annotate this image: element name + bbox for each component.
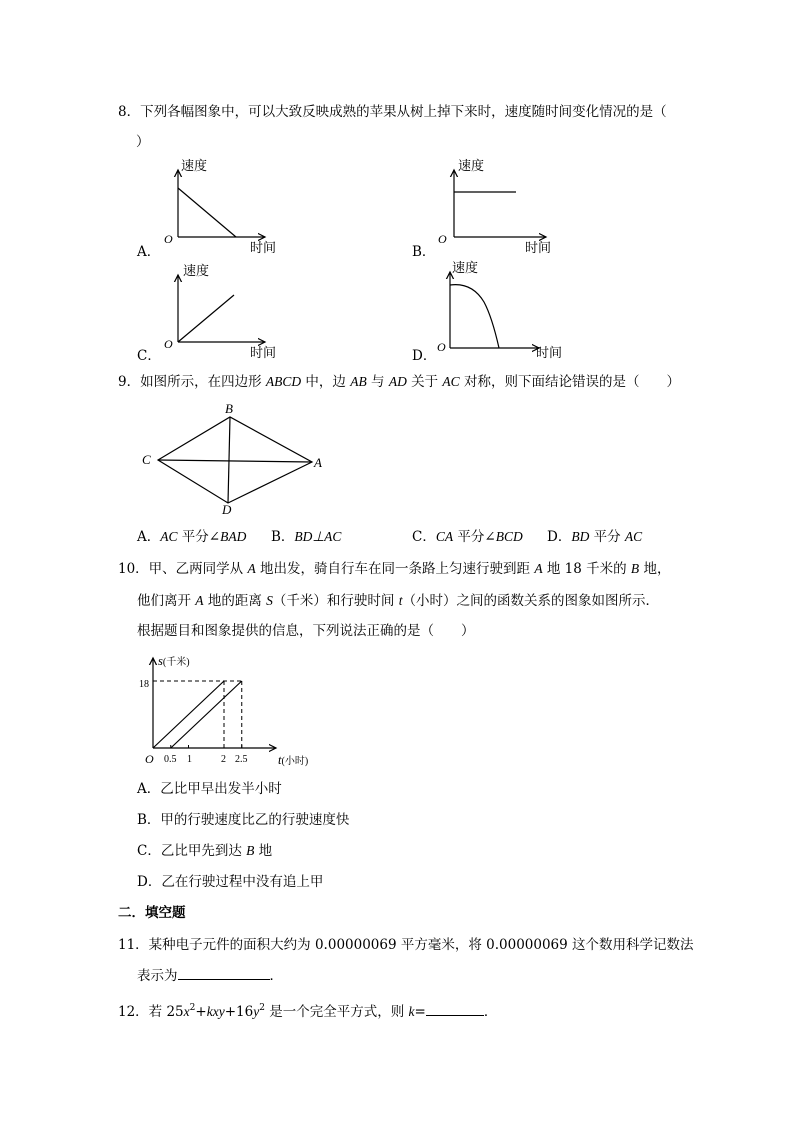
q8-graph-b-axes	[436, 160, 556, 250]
q10-series-line-2	[171, 681, 242, 748]
q8-stem-close: ）	[136, 134, 150, 150]
q9-option-b: B．BD⊥AC	[271, 529, 342, 545]
q10-option-d: D．乙在行驶过程中没有追上甲	[137, 874, 324, 890]
q8-graph-a-curve	[178, 188, 236, 237]
q10-option-b: B．甲的行驶速度比乙的行驶速度快	[137, 812, 350, 828]
q10-y-tick-18: 18	[139, 679, 149, 690]
q10-origin: O	[145, 752, 154, 766]
q10-option-a: A．乙比甲早出发半小时	[137, 781, 282, 797]
q11-line2: 表示为 ．	[137, 968, 283, 984]
q9-quadrilateral	[150, 405, 330, 515]
q10-y-label: s(千米)	[158, 654, 190, 668]
q8-a-origin: O	[164, 232, 173, 246]
q8-graph-d-axes	[432, 262, 552, 352]
q8-option-a: A．	[137, 244, 161, 260]
q8-d-xlabel: 时间	[536, 346, 563, 361]
q8-graph-a-axes	[160, 160, 280, 250]
q9-vertex-d: D	[222, 502, 232, 517]
q8-option-b: B．	[412, 244, 436, 260]
q10-series-line-1	[153, 681, 224, 748]
q9-vertex-a: A	[314, 455, 322, 470]
q10-x-tick-2: 2	[221, 754, 226, 765]
q9-option-d: D．BD 平分 AC	[547, 529, 643, 545]
q8-c-ylabel: 速度	[183, 264, 210, 279]
q8-option-c: C．	[137, 348, 161, 364]
q10-line3: 根据题目和图象提供的信息，下列说法正确的是（ ）	[137, 623, 475, 639]
q8-stem: 8．下列各幅图象中，可以大致反映成熟的苹果从树上掉下来时，速度随时间变化情况的是（	[118, 104, 667, 120]
q12-stem: 12．若 $25x^2+kxy+16y^2$ 是一个完全平方式，则 k= ．	[118, 1003, 498, 1020]
q8-b-xlabel: 时间	[525, 241, 552, 256]
q8-c-origin: O	[164, 337, 173, 351]
q11-line1: 11．某种电子元件的面积大约为 0.00000069 平方毫米，将 0.00000069 这个数用科学记数法	[118, 937, 694, 953]
q9-vertex-c: C	[142, 452, 151, 467]
q8-graph-c-curve	[178, 295, 234, 342]
q10-line1: 10．甲、乙两同学从 A 地出发，骑自行车在同一条路上匀速行驶到距 A 地 18 千米的 B 地，	[118, 561, 671, 577]
section-fill-in-title: 二．填空题	[118, 905, 186, 921]
q8-b-ylabel: 速度	[458, 159, 485, 174]
q9-diagonal-ac	[158, 460, 312, 462]
q10-option-c: C．乙比甲先到达 B 地	[137, 843, 273, 859]
q8-d-ylabel: 速度	[452, 261, 479, 276]
q8-a-ylabel: 速度	[181, 159, 208, 174]
q10-x-tick-2.5: 2.5	[235, 754, 248, 765]
q9-option-a: A．AC 平分∠BAD	[137, 529, 247, 545]
q12-answer-blank[interactable]	[426, 1003, 484, 1016]
q8-c-xlabel: 时间	[250, 346, 277, 361]
q10-x-tick-0.5: 0.5	[164, 754, 177, 765]
q9-option-c: C．CA 平分∠BCD	[412, 529, 523, 545]
q8-d-origin: O	[437, 340, 446, 354]
q10-line2: 他们离开 A 地的距离 S（千米）和行驶时间 t（小时）之间的函数关系的图象如图所示．	[137, 593, 659, 609]
q8-graph-c-axes	[160, 265, 280, 355]
q8-b-origin: O	[438, 232, 447, 246]
q8-a-xlabel: 时间	[250, 241, 277, 256]
q9-diagonal-bd	[228, 417, 230, 503]
q10-x-tick-1: 1	[187, 754, 192, 765]
q9-vertex-b: B	[225, 401, 233, 416]
q9-stem: 9．如图所示，在四边形 ABCD 中，边 AB 与 AD 关于 AC 对称，则下面结论错误的是（ ）	[118, 374, 680, 390]
q10-x-label: t(小时)	[278, 753, 309, 767]
q8-graph-d-curve	[450, 285, 499, 348]
q11-answer-blank[interactable]	[178, 967, 270, 980]
q8-option-d: D．	[412, 348, 437, 364]
